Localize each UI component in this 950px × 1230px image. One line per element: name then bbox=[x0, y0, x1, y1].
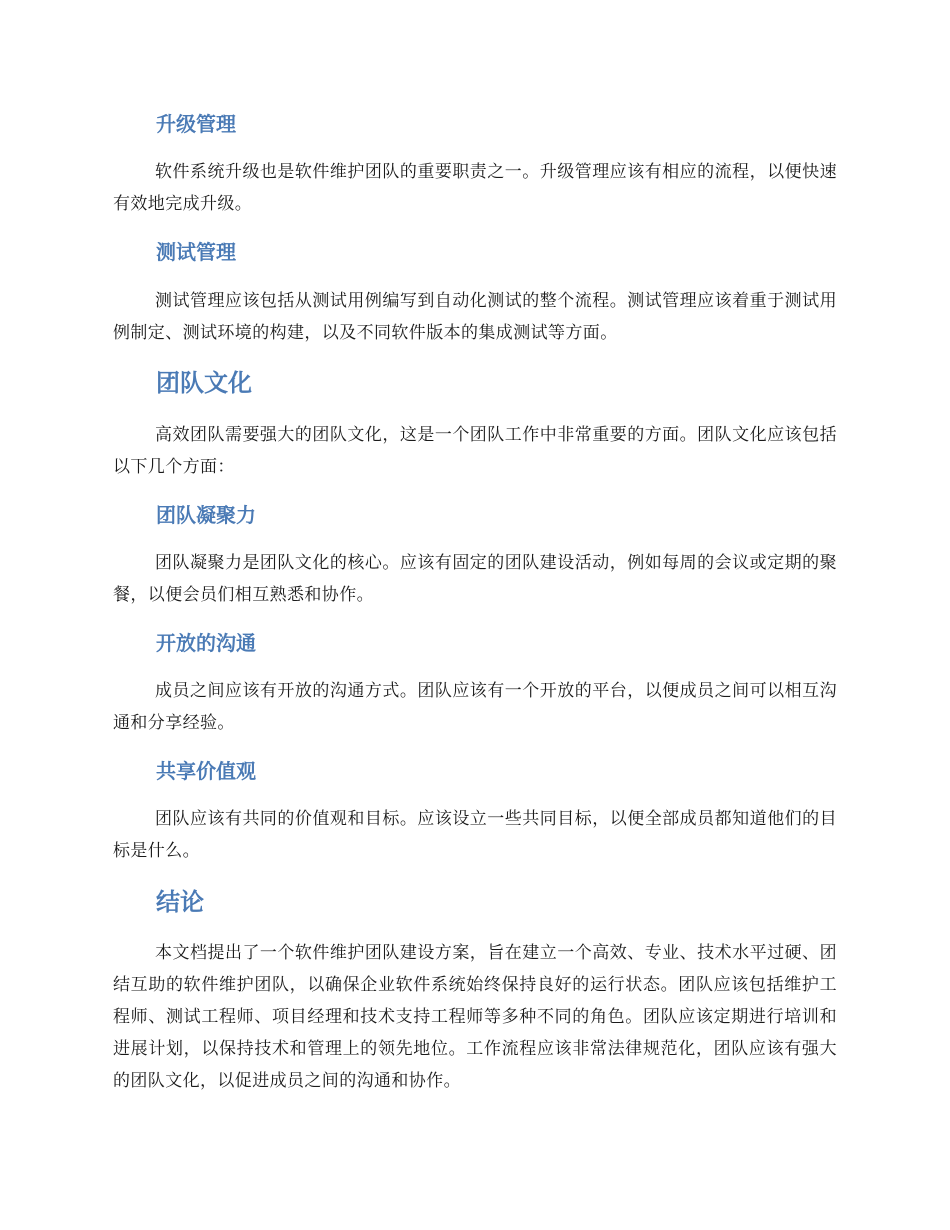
section-heading-conclusion: 结论 bbox=[156, 888, 204, 916]
section-heading-team-cohesion: 团队凝聚力 bbox=[156, 503, 256, 527]
section-paragraph-conclusion: 本文档提出了一个软件维护团队建设方案，旨在建立一个高效、专业、技术水平过硬、团结互助的软件维护团队，以确保企业软件系统始终保持良好的运行状态。团队应该包括维护工程师、测试工程师、项目经理和技术支持工程师等多种不同的角色。团队应该定期进行培训和进展计划，以保持技术和管理上的领先地位。工作流程应该非常法律规范化，团队应该有强大的团队文化，以促进成员之间的沟通和协作。 bbox=[113, 943, 837, 1091]
section-heading-test-management: 测试管理 bbox=[156, 240, 236, 264]
section-heading-team-culture: 团队文化 bbox=[156, 369, 252, 397]
section-paragraph-test-management: 测试管理应该包括从测试用例编写到自动化测试的整个流程。测试管理应该着重于测试用例制定、测试环境的构建，以及不同软件版本的集成测试等方面。 bbox=[113, 291, 837, 343]
section-paragraph-upgrade-management: 软件系统升级也是软件维护团队的重要职责之一。升级管理应该有相应的流程，以便快速有效地完成升级。 bbox=[113, 162, 837, 214]
section-heading-open-communication: 开放的沟通 bbox=[156, 631, 256, 655]
section-heading-shared-values: 共享价值观 bbox=[156, 759, 256, 783]
section-heading-upgrade-management: 升级管理 bbox=[156, 112, 236, 136]
section-paragraph-team-culture: 高效团队需要强大的团队文化，这是一个团队工作中非常重要的方面。团队文化应该包括以下几个方面： bbox=[113, 425, 837, 477]
section-paragraph-team-cohesion: 团队凝聚力是团队文化的核心。应该有固定的团队建设活动，例如每周的会议或定期的聚餐，以便会员们相互熟悉和协作。 bbox=[113, 553, 837, 605]
section-paragraph-open-communication: 成员之间应该有开放的沟通方式。团队应该有一个开放的平台，以便成员之间可以相互沟通和分享经验。 bbox=[113, 681, 837, 733]
section-paragraph-shared-values: 团队应该有共同的价值观和目标。应该设立一些共同目标，以便全部成员都知道他们的目标是什么。 bbox=[113, 809, 837, 861]
